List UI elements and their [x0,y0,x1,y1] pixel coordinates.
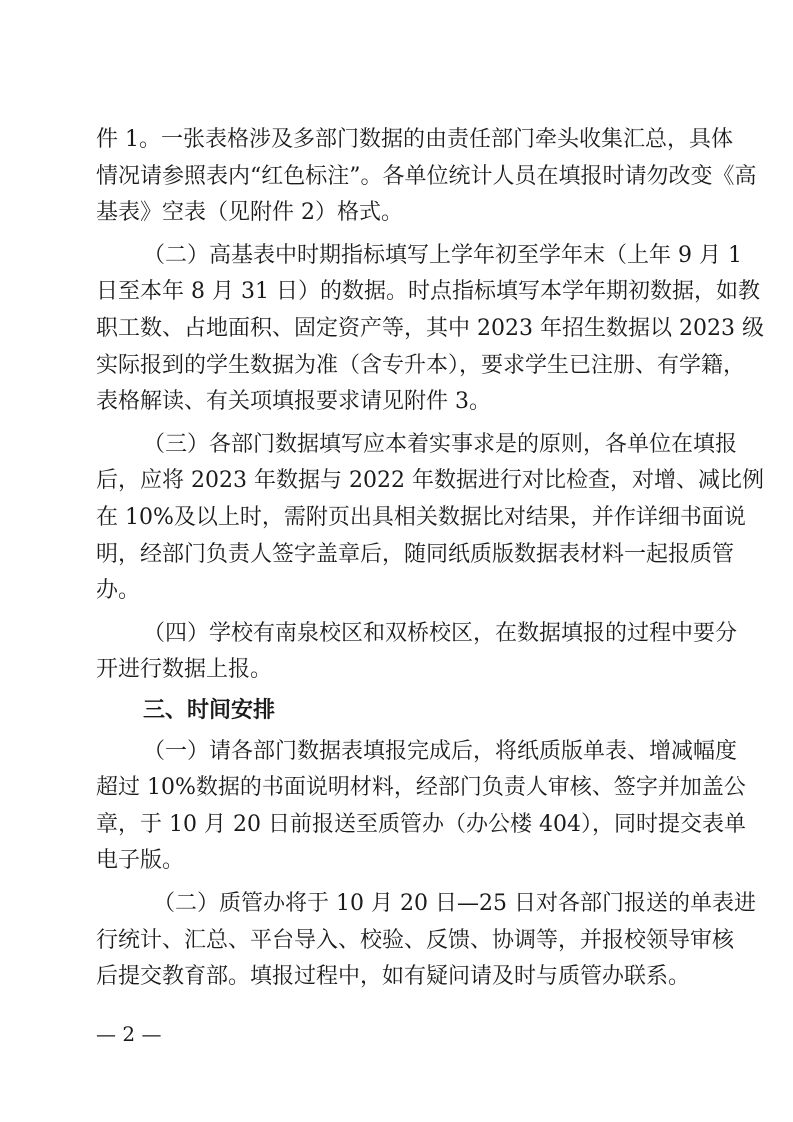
paragraph-line: 开进行数据上报。 [96,657,273,682]
paragraph-line: 后，应将 2023 年数据与 2022 年数据进行对比检查，对增、减比例 [96,468,764,493]
page-number: — 2 — [96,1022,162,1046]
paragraph-line: （二）质管办将于 10 月 20 日—25 日对各部门报送的单表进 [153,891,756,916]
paragraph-line: 超过 10%数据的书面说明材料，经部门负责人审核、签字并加盖公 [96,775,746,800]
paragraph-line: 在 10%及以上时，需附页出具相关数据比对结果，并作详细书面说 [96,505,746,530]
paragraph-line: 件 1。一张表格涉及多部门数据的由责任部门牵头收集汇总，具体 [96,127,733,152]
paragraph-line: （二）高基表中时期指标填写上学年初至学年末（上年 9 月 1 [143,243,742,268]
paragraph-line: （一）请各部门数据表填报完成后，将纸质版单表、增减幅度 [143,739,738,764]
paragraph-line: 情况请参照表内“红色标注”。各单位统计人员在填报时请勿改变《高 [96,164,757,189]
section-heading: 三、时间安排 [143,698,276,723]
paragraph-line: 日至本年 8 月 31 日）的数据。时点指标填写本学年期初数据，如教 [96,279,760,304]
paragraph-line: （三）各部门数据填写应本着实事求是的原则，各单位在填报 [143,432,738,457]
paragraph-line: 后提交教育部。填报过程中，如有疑问请及时与质管办联系。 [96,964,691,989]
paragraph-line: 办。 [96,578,141,603]
paragraph-line: 基表》空表（见附件 2）格式。 [96,200,403,225]
paragraph-line: 职工数、占地面积、固定资产等，其中 2023 年招生数据以 2023 级 [96,316,764,341]
paragraph-line: 表格解读、有关项填报要求请见附件 3。 [96,389,491,414]
paragraph-line: 实际报到的学生数据为准（含专升本），要求学生已注册、有学籍， [96,353,746,378]
paragraph-line: 章，于 10 月 20 日前报送至质管办（办公楼 404），同时提交表单 [96,812,746,837]
paragraph-line: 电子版。 [96,848,185,873]
paragraph-line: 明，经部门负责人签字盖章后，随同纸质版数据表材料一起报质管 [96,542,735,567]
paragraph-line: 行统计、汇总、平台导入、校验、反馈、协调等，并报校领导审核 [96,928,735,953]
paragraph-line: （四）学校有南泉校区和双桥校区，在数据填报的过程中要分 [143,621,738,646]
